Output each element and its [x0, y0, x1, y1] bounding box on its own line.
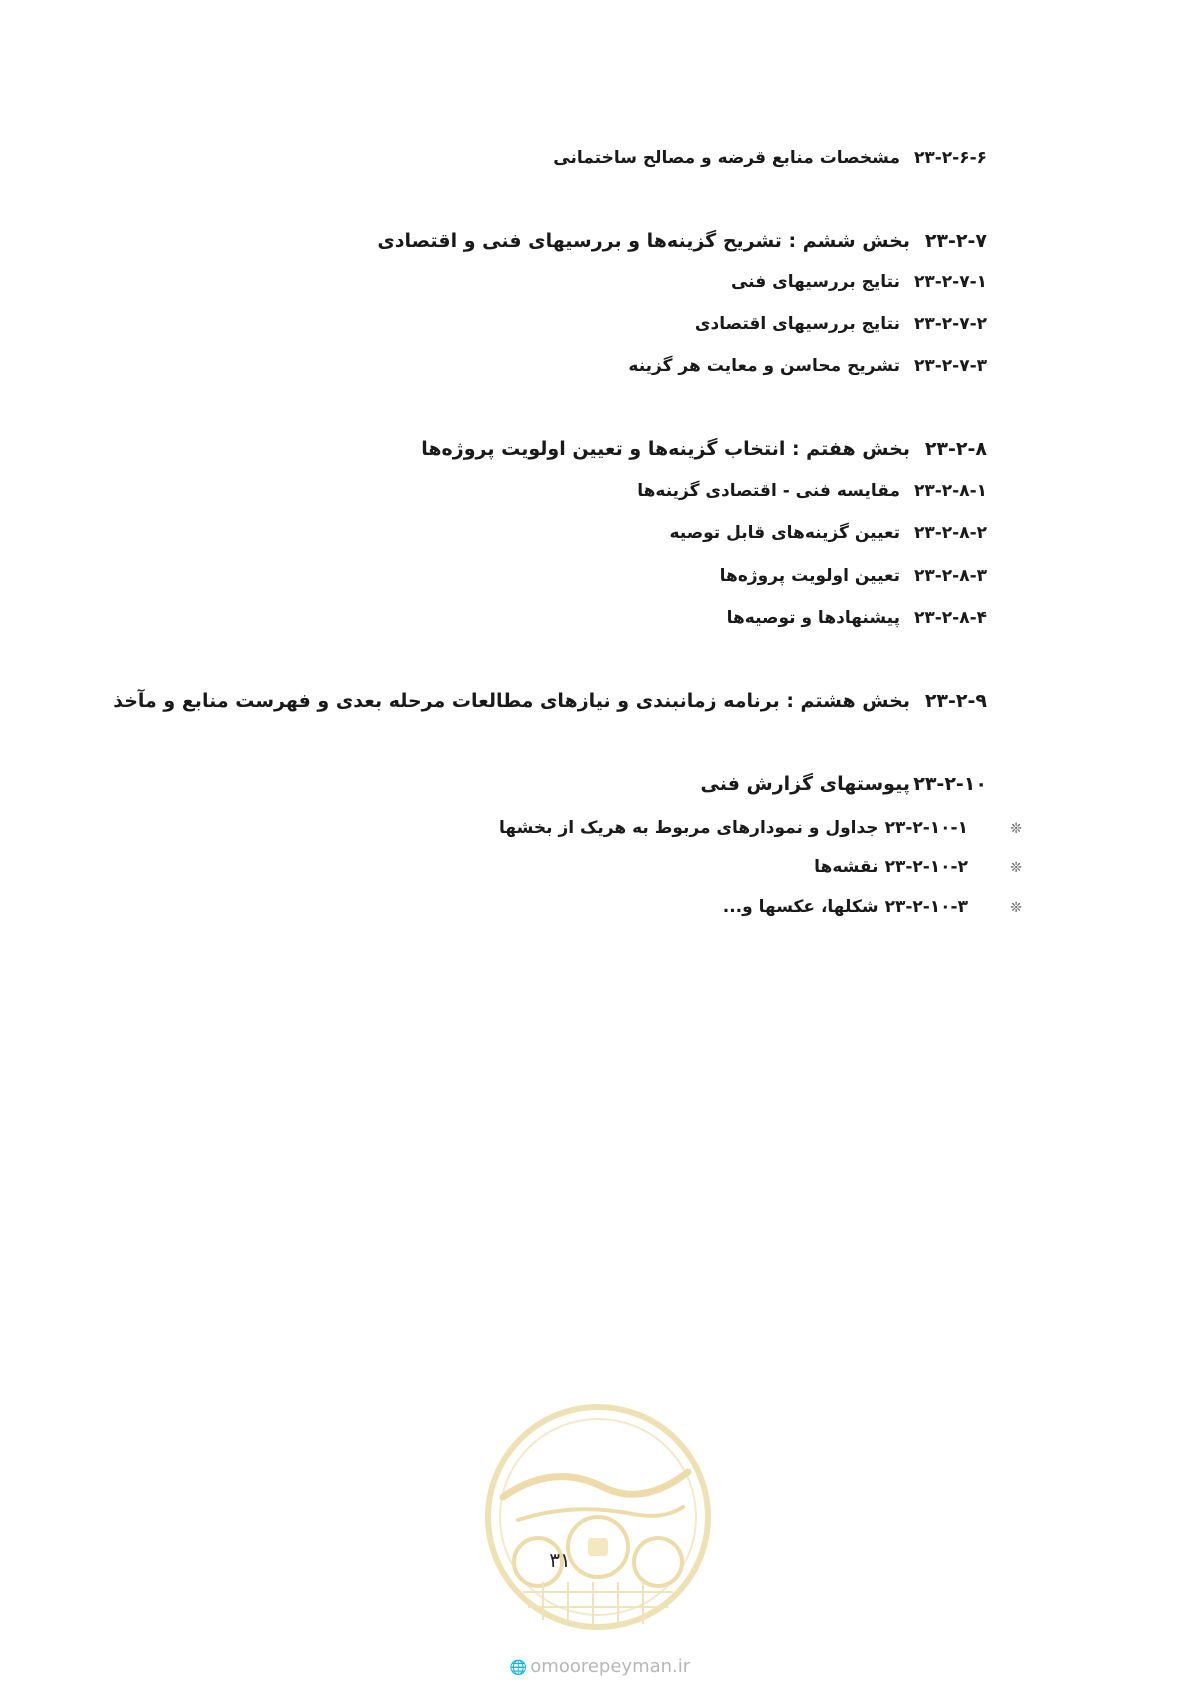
section-heading	[0, 773, 1190, 795]
list-item	[0, 608, 1190, 628]
item-text: نقشه‌ها	[814, 857, 879, 877]
section-number: ۲۳-۲-۱۰	[913, 773, 987, 795]
section-heading	[0, 438, 1190, 460]
item-number: ۲۳-۲-۸-۳	[913, 566, 987, 586]
list-item	[0, 356, 1190, 376]
list-item	[0, 481, 1190, 501]
section-number: ۲۳-۲-۹	[924, 690, 987, 712]
item-text: نتایج بررسیهای فنی	[730, 272, 900, 292]
watermark-logo	[483, 1402, 713, 1632]
item-number: ۲۳-۲-۱۰-۱	[884, 818, 968, 838]
bullet-icon: ❊	[1010, 900, 1022, 916]
list-item	[0, 314, 1190, 334]
section-heading	[0, 230, 1190, 252]
item-number: ۲۳-۲-۱۰-۲	[884, 857, 968, 877]
section-heading	[0, 690, 1190, 712]
section-title: بخش هشتم : برنامه زمانبندی و نیازهای مطالعات مرحله بعدی و فهرست منابع و مآخذ	[113, 690, 910, 712]
item-number: ۲۳-۲-۸-۲	[913, 523, 987, 543]
item-text: جداول و نمودارهای مربوط به هریک از بخشها	[499, 818, 879, 838]
section-number: ۲۳-۲-۸	[924, 438, 987, 460]
item-number: ۲۳-۲-۶-۶	[913, 148, 987, 168]
bullet-item	[0, 897, 1190, 917]
bullet-icon: ❊	[1010, 821, 1022, 837]
item-number: ۲۳-۲-۸-۴	[913, 608, 987, 628]
bullet-item	[0, 857, 1190, 877]
item-text: پیشنهادها و توصیه‌ها	[726, 608, 900, 628]
item-number: ۲۳-۲-۱۰-۳	[884, 897, 968, 917]
website-footer	[490, 1656, 710, 1677]
list-item	[0, 523, 1190, 543]
item-text: تعیین گزینه‌های قابل توصیه	[669, 523, 900, 543]
globe-icon: 🌐	[509, 1660, 528, 1676]
bullet-icon: ❊	[1010, 860, 1022, 876]
section-title: بخش هفتم : انتخاب گزینه‌ها و تعیین اولویت پروژه‌ها	[421, 438, 910, 460]
bullet-item	[0, 818, 1190, 838]
item-number: ۲۳-۲-۷-۱	[913, 272, 987, 292]
item-number: ۲۳-۲-۷-۳	[913, 356, 987, 376]
item-text: شکلها، عکسها و...	[722, 897, 879, 917]
page-number: ۳۱	[549, 1548, 571, 1572]
item-number: ۲۳-۲-۸-۱	[913, 481, 987, 501]
section-number: ۲۳-۲-۷	[924, 230, 987, 252]
item-text: تعیین اولویت پروژه‌ها	[719, 566, 900, 586]
item-text: نتایج بررسیهای اقتصادی	[694, 314, 900, 334]
item-number: ۲۳-۲-۷-۲	[913, 314, 987, 334]
item-text: مقایسه فنی - اقتصادی گزینه‌ها	[637, 481, 900, 501]
list-item	[0, 148, 1190, 168]
list-item	[0, 272, 1190, 292]
list-item	[0, 566, 1190, 586]
item-text: تشریح محاسن و معایت هر گزینه	[628, 356, 900, 376]
section-title: پیوستهای گزارش فنی	[700, 773, 910, 795]
section-title: بخش ششم : تشریح گزینه‌ها و بررسیهای فنی و اقتصادی	[377, 230, 910, 252]
website-text: omoorepeyman.ir	[530, 1656, 691, 1677]
item-text: مشخصات منابع قرضه و مصالح ساختمانی	[553, 148, 900, 168]
